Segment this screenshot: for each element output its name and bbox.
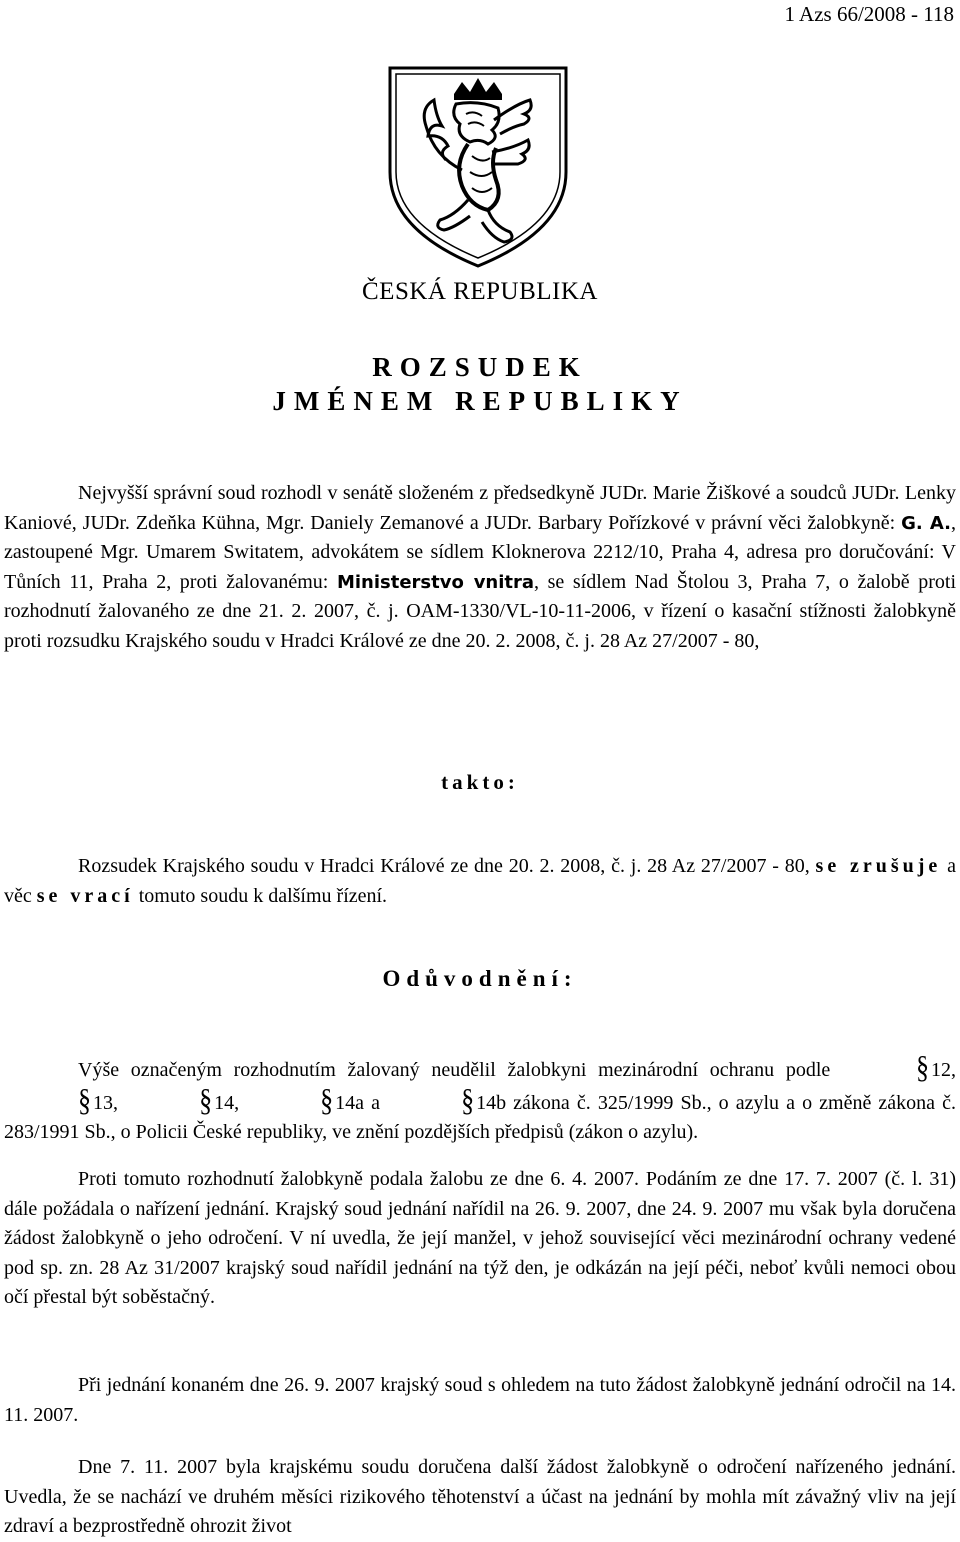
document-title: ROZSUDEK <box>372 352 588 382</box>
case-number: 1 Azs 66/2008 - 118 <box>784 2 954 26</box>
section-mark: § <box>320 1082 334 1118</box>
p1-sec-14b: 14b <box>476 1091 507 1114</box>
verdict-annul: se zrušuje <box>815 855 942 877</box>
document-subtitle: JMÉNEM REPUBLIKY <box>272 386 688 416</box>
verdict-return: se vrací <box>36 884 134 907</box>
verdict-heading: takto: <box>441 770 519 794</box>
section-mark: § <box>78 1082 91 1118</box>
intro-text-2: , zastoupené Mgr. Umarem Switatem, advokátem se sídlem Kloknerova 2212/10, Praha 4, adresa pro doručování: V Tůních 11, Praha 2, proti žalovanému: <box>4 511 956 593</box>
reasoning-heading: Odůvodnění: <box>382 966 578 991</box>
p1-sec-12: 12, <box>931 1059 956 1081</box>
intro-text-1: Nejvyšší správní soud rozhodl v senátě složeném z předsedkyně JUDr. Marie Žiškové a soudců JUDr. Lenky Kaniové, JUDr. Zdeňka Kühna, Mgr. Daniely Zemanové a JUDr. Barbary Pořízkové v právní věci žalobkyně: <box>4 482 956 534</box>
reasoning-paragraph-4: Dne 7. 11. 2007 byla krajskému soudu doručena další žádost žalobkyně o odročení nařízeného jednání. Uvedla, že se nachází ve druhém měsíci rizikového těhotenství a účast na jednání by mohla mít závažný vliv na její zdraví a bezprostředně ohrozit život <box>4 1456 956 1537</box>
intro-paragraph <box>4 479 956 656</box>
reasoning-paragraph-3: Při jednání konaném dne 26. 9. 2007 krajský soud s ohledem na tuto žádost žalobkyně jednání odročil na 14. 11. 2007. <box>4 1374 956 1426</box>
reasoning-paragraph-1 <box>4 1050 956 1148</box>
reasoning-paragraph-2: Proti tomuto rozhodnutí žalobkyně podala žalobu ze dne 6. 4. 2007. Podáním ze dne 17. 7. 2007 (č. l. 31) dále požádala o nařízení jednání. Krajský soud jednání nařídil na 26. 9. 2007, dne 24. 9. 2007 mu však byla doručena žádost žalobkyně o jeho odročení. V ní uvedla, že její manžel, v jehož související věci mezinárodní ochrany vedené pod sp. zn. 28 Az 31/2007 krajský soud nařídil jednání na týž den, je odkázán na její péči, neboť kvůli nemoci obou očí přestal být soběstačný. <box>4 1168 956 1308</box>
intro-text-3: , se sídlem Nad Štolou 3, Praha 7, o žalobě proti rozhodnutí žalovaného ze dne 21. 2. 2007, č. j. OAM-1330/VL-10-11-2006, v řízení o kasační stížnosti žalobkyně proti rozsudku Krajského soudu v Hradci Králové ze dne 20. 2. 2008, č. j. 28 Az 27/2007 - 80, <box>4 570 957 652</box>
czech-lion-emblem <box>384 60 572 270</box>
verdict-text-3: tomuto soudu k dalšímu řízení. <box>133 884 388 907</box>
verdict-paragraph <box>4 852 956 911</box>
p1-text-2: zákona č. 325/1999 Sb., o azylu a o změně zákona č. 283/1991 Sb., o Policii České republiky, ve znění pozdějších předpisů (zákon o azylu). <box>4 1091 956 1143</box>
p1-sec-14a: 14a a <box>335 1091 388 1114</box>
plaintiff-name: G. A. <box>901 512 951 534</box>
section-mark: § <box>461 1082 475 1118</box>
p1-sec-13: 13, <box>93 1091 126 1114</box>
verdict-text-2: a věc <box>4 855 956 907</box>
p1-text-1: Výše označeným rozhodnutím žalovaný neudělil žalobkyni mezinárodní ochranu podle <box>78 1059 842 1081</box>
p1-sec-14: 14, <box>214 1091 247 1114</box>
country-name: ČESKÁ REPUBLIKA <box>362 278 598 305</box>
section-mark: § <box>916 1050 929 1085</box>
defendant-name: Ministerstvo vnitra <box>336 571 535 593</box>
section-mark: § <box>199 1082 213 1118</box>
verdict-text-1: Rozsudek Krajského soudu v Hradci Králové ze dne 20. 2. 2008, č. j. 28 Az 27/2007 - 80, <box>78 855 816 877</box>
